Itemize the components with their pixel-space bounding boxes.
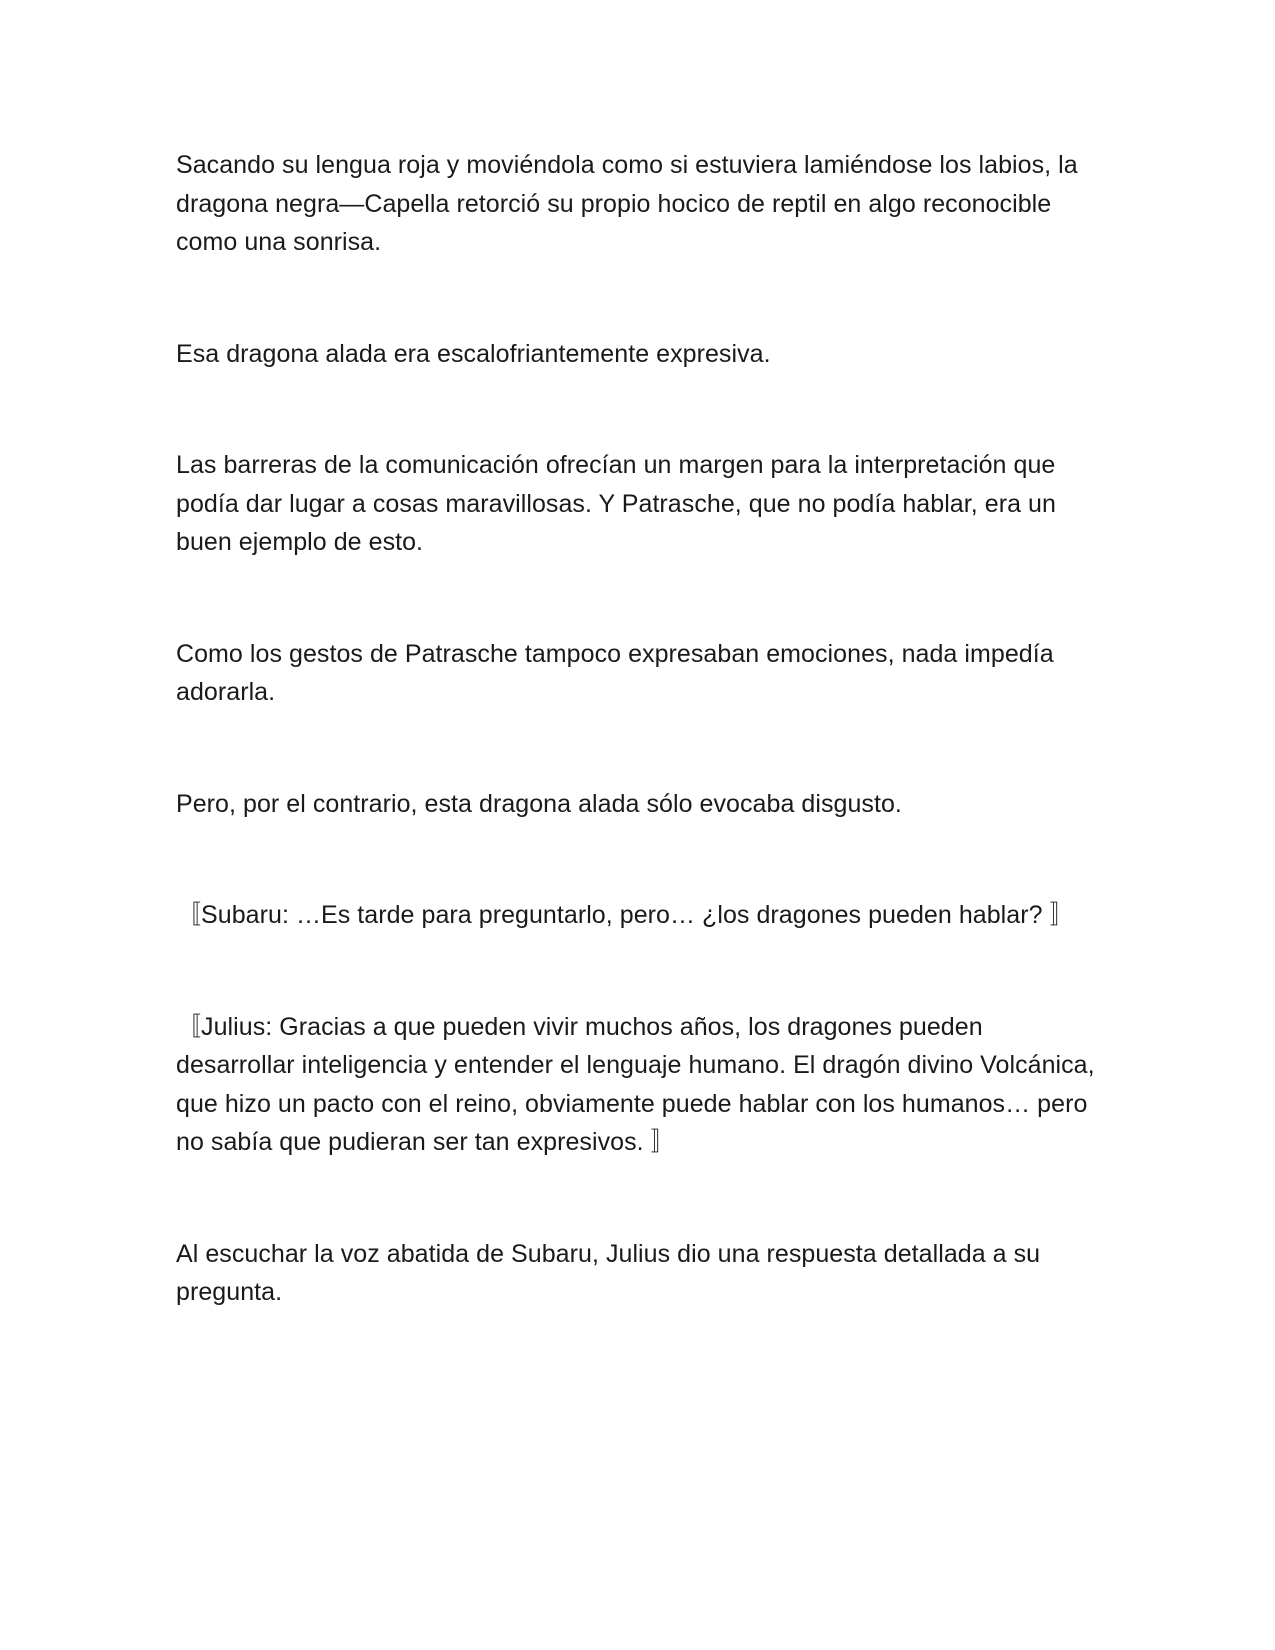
paragraph-4: Como los gestos de Patrasche tampoco expresaban emociones, nada impedía adorarla. (176, 639, 1054, 706)
paragraph-2: Esa dragona alada era escalofriantemente expresiva. (176, 339, 771, 368)
dialogue-julius: 〚Julius: Gracias a que pueden vivir muchos años, los dragones pueden desarrollar inteligencia y entender el lenguaje humano. El dragón divino Volcánica, que hizo un pacto con el reino, obviamente puede hablar con los humanos… pero no sabía que pudieran ser tan expresivos. 〛 (176, 1012, 1095, 1156)
document-body (176, 146, 1104, 1385)
paragraph-8: Al escuchar la voz abatida de Subaru, Julius dio una respuesta detallada a su pregunta. (176, 1239, 1041, 1306)
paragraph-3: Las barreras de la comunicación ofrecían un margen para la interpretación que podía dar lugar a cosas maravillosas. Y Patrasche, que no podía hablar, era un buen ejemplo de esto. (176, 451, 1056, 556)
paragraph-5: Pero, por el contrario, esta dragona alada sólo evocaba disgusto. (176, 789, 902, 818)
dialogue-subaru: 〚Subaru: …Es tarde para preguntarlo, pero… ¿los dragones pueden hablar? 〛 (176, 901, 1075, 929)
paragraph-1: Sacando su lengua roja y moviéndola como si estuviera lamiéndose los labios, la dragona negra—Capella retorció su propio hocico de reptil en algo reconocible como una sonrisa. (176, 151, 1078, 256)
